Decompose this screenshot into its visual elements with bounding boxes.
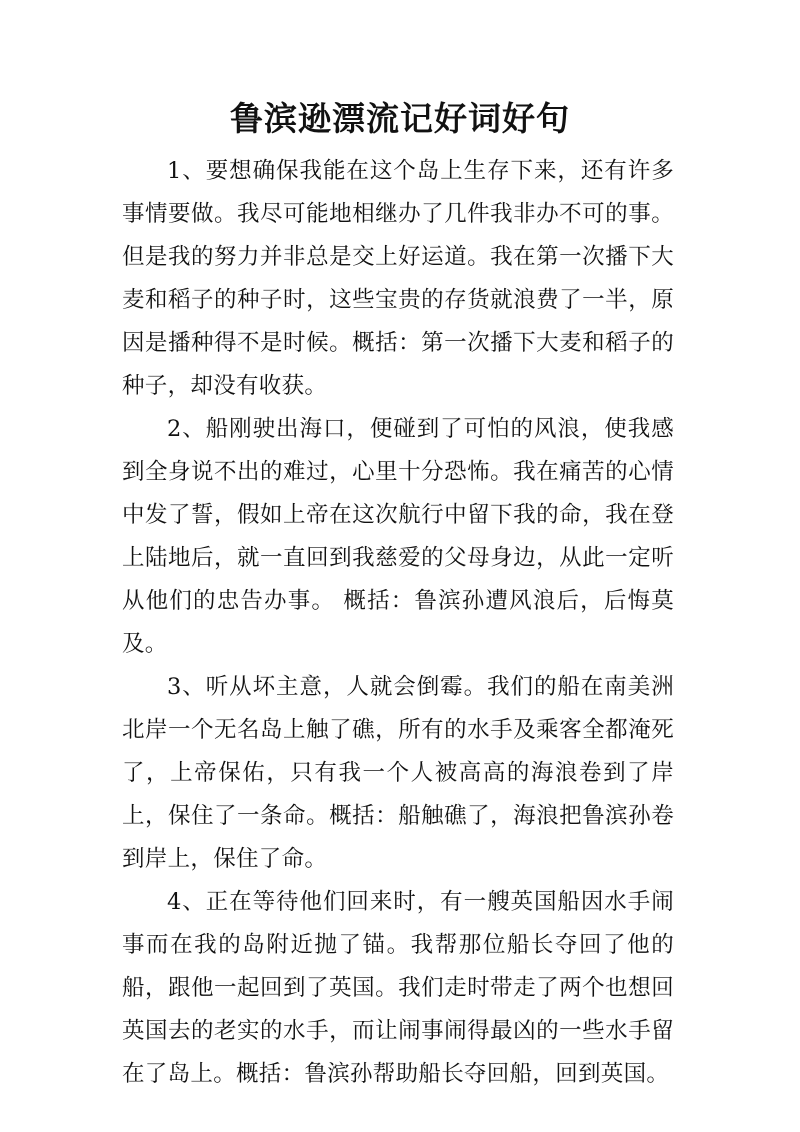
paragraph-2: 2、船刚驶出海口，便碰到了可怕的风浪，使我感到全身说不出的难过，心里十分恐怖。我在痛苦的心情中发了誓，假如上帝在这次航行中留下我的命，我在登上陆地后，就一直回到我慈爱的父母身边，从此一定听从他们的忠告办事。 概括：鲁滨孙遭风浪后，后悔莫及。 [122, 416, 674, 657]
document-title: 鲁滨逊漂流记好词好句 [230, 99, 570, 138]
paragraph-3: 3、听从坏主意，人就会倒霉。我们的船在南美洲北岸一个无名岛上触了礁，所有的水手及乘客全都淹死了，上帝保佑，只有我一个人被高高的海浪卷到了岸上，保住了一条命。概括：船触礁了，海浪把鲁滨孙卷到岸上，保住了命。 [122, 674, 674, 872]
paragraph-4: 4、正在等待他们回来时，有一艘英国船因水手闹事而在我的岛附近抛了锚。我帮那位船长夺回了他的船，跟他一起回到了英国。我们走时带走了两个也想回英国去的老实的水手，而让闹事闹得最凶的一些水手留在了岛上。概括：鲁滨孙帮助船长夺回船，回到英国。 [122, 889, 674, 1087]
paragraph-1: 1、要想确保我能在这个岛上生存下来，还有许多事情要做。我尽可能地相继办了几件我非办不可的事。但是我的努力并非总是交上好运道。我在第一次播下大麦和稻子的种子时，这些宝贵的存货就浪费了一半，原因是播种得不是时候。概括：第一次播下大麦和稻子的种子，却没有收获。 [122, 158, 674, 399]
document-body [122, 150, 674, 1096]
